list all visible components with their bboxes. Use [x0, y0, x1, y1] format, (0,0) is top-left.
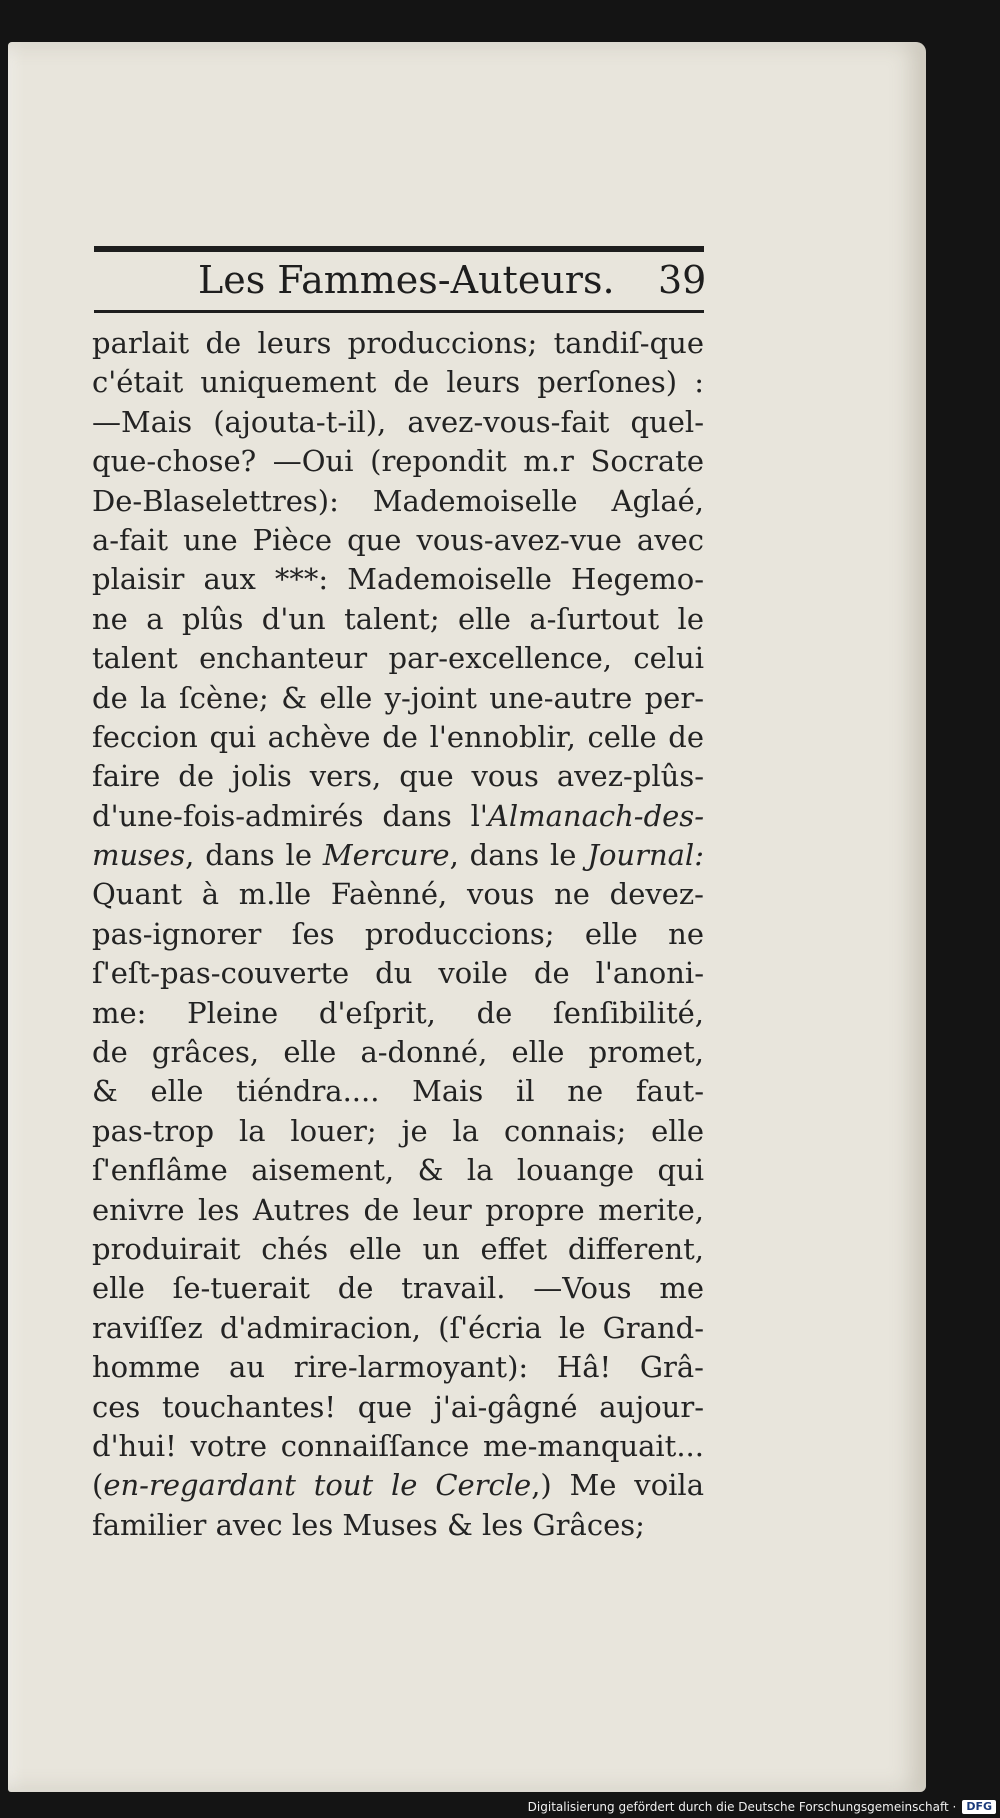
header-rule-bottom: [94, 310, 704, 313]
text-line: enivre les Autres de leur propre merite,: [92, 1192, 704, 1227]
text-line: feccion qui achève de l'ennoblir, celle de: [92, 719, 704, 754]
text-line: homme au rire-larmoyant): Hâ! Grâ-: [92, 1350, 704, 1385]
text-line: me: Pleine d'eſprit, de ſenſibilité,: [92, 995, 704, 1030]
text-line: ſ'enflâme aisement, & la louange qui: [92, 1153, 704, 1188]
text-line: —Mais (ajouta-t-il), avez-vous-fait quel-: [92, 404, 704, 439]
text-line: pas-ignorer ſes produccions; elle ne: [92, 916, 704, 951]
text-line: De-Blaselettres): Mademoiselle Aglaé,: [92, 483, 704, 518]
text-segment: , dans le: [449, 838, 588, 873]
text-line: raviſſez d'admiracion, (ſ'écria le Grand-: [92, 1310, 704, 1345]
text-line-stage-direction: [92, 1466, 704, 1505]
italic-almanach: Almanach-des-: [487, 798, 704, 833]
footer-credit: Digitalisierung gefördert durch die Deutsche Forschungsgemeinschaft ·: [527, 1800, 957, 1814]
text-line-almanach: [92, 797, 704, 836]
page-number: 39: [658, 258, 707, 302]
dfg-logo-icon: DFG: [962, 1800, 996, 1814]
running-title: Les Fammes-Auteurs.: [198, 258, 615, 302]
italic-mercure: Mercure: [322, 838, 450, 873]
text-segment: d'une-fois-admirés dans l': [92, 798, 488, 833]
text-line-journals: [92, 836, 704, 875]
text-segment: ,) Me voila: [531, 1468, 704, 1503]
digitization-footer: [528, 1798, 996, 1816]
text-line: parlait de leurs produccions; tandiſ-que: [92, 326, 704, 360]
italic-stage-direction: en-regardant tout le Cercle: [103, 1468, 532, 1503]
text-segment: (: [92, 1468, 104, 1503]
text-line: pas-trop la louer; je la connais; elle: [92, 1113, 704, 1148]
text-line: plaisir aux ***: Mademoiselle Hegemo-: [92, 562, 704, 597]
text-line: ces touchantes! que j'ai-gâgné aujour-: [92, 1389, 704, 1424]
text-line: faire de jolis vers, que vous avez-plûs-: [92, 759, 704, 794]
text-line: familier avec les Muses & les Grâces;: [92, 1507, 645, 1542]
text-line: elle ſe-tuerait de travail. —Vous me: [92, 1271, 704, 1306]
text-line: a-fait une Pièce que vous-avez-vue avec: [92, 522, 704, 557]
text-line: & elle tiéndra.... Mais il ne faut-: [92, 1074, 704, 1109]
book-page: [8, 42, 926, 1792]
text-segment: , dans le: [185, 838, 323, 873]
italic-journal: Journal:: [587, 838, 704, 873]
text-line: ne a plûs d'un talent; elle a-ſurtout le: [92, 601, 704, 636]
text-line: Quant à m.lle Faènné, vous ne devez-: [92, 877, 704, 912]
body-text: [92, 324, 704, 1545]
italic-muses: muses: [92, 838, 186, 873]
text-line: que-chose? —Oui (repondit m.r Socrate: [92, 444, 704, 479]
text-line: de grâces, elle a-donné, elle promet,: [92, 1035, 704, 1070]
header-rule-top: [94, 246, 704, 252]
text-line: produirait chés elle un effet different,: [92, 1231, 704, 1266]
text-line: talent enchanteur par-excellence, celui: [92, 641, 704, 676]
text-line: c'était uniquement de leurs perſones) :: [92, 365, 704, 400]
text-line: de la ſcène; & elle y-joint une-autre per-: [92, 680, 704, 715]
text-line: d'hui! votre connaiſſance me-manquait...: [92, 1428, 704, 1463]
text-line: ſ'eſt-pas-couverte du voile de l'anoni-: [92, 956, 704, 991]
